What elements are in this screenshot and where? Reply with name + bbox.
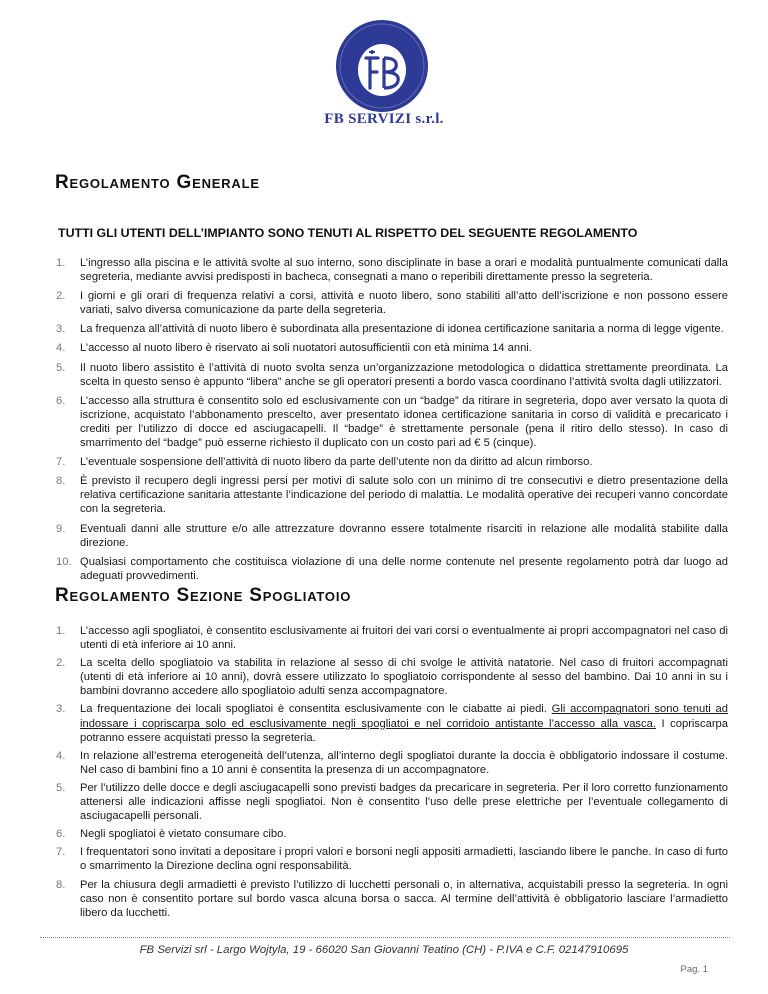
list-item-number: 5. bbox=[56, 781, 66, 794]
list-item-number: 4. bbox=[56, 342, 66, 355]
list-item bbox=[56, 256, 728, 284]
footer-address: FB Servizi srl - Largo Wojtyla, 19 - 66020 San Giovanni Teatino (CH) - P.IVA e C.F. 02147910695 bbox=[139, 944, 629, 956]
list-item-number: 1. bbox=[56, 257, 66, 269]
list-item-text: L’eventuale sospensione dell’attività di nuoto libero da parte dell’utente non da diritto ad alcun rimborso. bbox=[80, 456, 593, 469]
list-item-text: L’accesso al nuoto libero è riservato ai soli nuotatori autosufficientii con età minima 14 anni. bbox=[80, 342, 532, 355]
list-item-text: In relazione all’estrema eterogeneità dell’utenza, all’interno degli spogliatoi durante la doccia è obbligatorio indossare il costume. Nel caso di bambini fino a 10 anni è consentita la presenza di un accompagnatore. bbox=[80, 749, 728, 776]
section-title-locker-room: Regolamento Sezione Spogliatoio bbox=[55, 585, 352, 606]
list-item-text: Qualsiasi comportamento che costituisca violazione di una delle norme contenute nel presente regolamento potrà dar luogo ad adeguati provvedimenti. bbox=[80, 555, 728, 582]
list-item-number: 7. bbox=[56, 846, 66, 859]
locker-room-rules-list bbox=[56, 624, 728, 924]
list-item-text: L’ingresso alla piscina e le attività svolte al suo interno, sono disciplinate in base a orari e modalità puntualmente comunicati dalla segreteria, mediante avvisi predisposti in bacheca, consegnati a mano o reperibili direttamente presso la segreteria. bbox=[80, 257, 728, 284]
page-number: Pag. 1 bbox=[680, 964, 708, 975]
list-item-number: 3. bbox=[56, 323, 66, 336]
list-item-number: 4. bbox=[56, 749, 66, 762]
list-item-text: Per l’utilizzo delle docce e degli asciugacapelli sono previsti badges da precaricare in segreteria. Per il loro corretto funzionamento attenersi alle indicazioni affisse negli spogliatoi. Non è consentito l’uso delle prese elettriche per l’eventuale collegamento di asciugacapelli personali. bbox=[80, 781, 728, 823]
list-item-text: La frequenza all’attività di nuoto libero è subordinata alla presentazione di idonea certificazione sanitaria a norma di legge vigente. bbox=[80, 323, 724, 336]
list-item-text: I giorni e gli orari di frequenza relativi a corsi, attività e nuoto libero, sono stabiliti all’atto dell’iscrizione e non possono essere variati, salvo diversa comunicazione da parte della segreteria. bbox=[80, 290, 728, 317]
list-item-number: 7. bbox=[56, 456, 66, 469]
list-item-underlined-text: Gli accompagnatori sono tenuti ad indossare i copriscarpa solo ed esclusivamente negli spogliatoi e nel corridoio antistante l’accesso alla vasca. bbox=[80, 703, 728, 730]
list-item bbox=[56, 394, 728, 450]
list-item bbox=[56, 656, 728, 698]
list-item-number: 10. bbox=[56, 555, 72, 568]
section-title-general: Regolamento Generale bbox=[55, 172, 260, 193]
general-rules-list bbox=[56, 256, 728, 588]
list-item bbox=[56, 781, 728, 823]
list-item bbox=[56, 322, 728, 336]
list-item-text: È previsto il recupero degli ingressi persi per motivi di salute solo con un minimo di tre consecutivi e dietro presentazione della relativa certificazione sanitaria attestante l’indicazione del periodo di malattia. Le modalità operative dei recuperi vanno concordate con la segreteria. bbox=[80, 475, 728, 516]
list-item-text: La frequentazione dei locali spogliatoi è consentita esclusivamente con le ciabatte ai piedi. bbox=[80, 703, 552, 716]
list-item-text: L’accesso agli spogliatoi, è consentito esclusivamente ai fruitori dei vari corsi o eventualmente ai propri accompagnatori nel caso di utenti di età inferiore ai 10 anni. bbox=[80, 625, 728, 652]
list-item bbox=[56, 555, 728, 583]
list-item bbox=[56, 289, 728, 317]
list-item-number: 9. bbox=[56, 522, 66, 535]
footer-divider bbox=[40, 937, 730, 938]
list-item-number: 2. bbox=[56, 290, 66, 303]
list-item bbox=[56, 361, 728, 389]
list-item-text: Eventuali danni alle strutture e/o alle attrezzature dovranno essere totalmente risarciti in relazione alle modalità stabilite dalla direzione. bbox=[80, 522, 728, 549]
list-item-number: 6. bbox=[56, 828, 66, 841]
list-item-number: 6. bbox=[56, 394, 66, 407]
list-item-text: Il nuoto libero assistito è l’attività di nuoto svolta senza un’organizzazione metodologica o didattica strettamente preordinata. La scelta in questo senso è appunto “libera” anche se gli operatori presenti a bordo vasca coordinano l’attività svolta dagli utilizzatori. bbox=[80, 361, 728, 388]
section-subtitle: TUTTI GLI UTENTI DELL’IMPIANTO SONO TENUTI AL RISPETTO DEL SEGUENTE REGOLAMENTO bbox=[58, 226, 638, 240]
list-item-text: Negli spogliatoi è vietato consumare cibo. bbox=[80, 828, 287, 841]
list-item bbox=[56, 624, 728, 652]
company-name: FB SERVIZI s.r.l. bbox=[324, 111, 444, 127]
list-item-number: 3. bbox=[56, 703, 66, 716]
list-item-number: 2. bbox=[56, 657, 66, 670]
list-item-number: 1. bbox=[56, 625, 66, 637]
list-item-number: 8. bbox=[56, 878, 66, 891]
list-item-number: 5. bbox=[56, 361, 66, 374]
list-item-text: I frequentatori sono invitati a depositare i propri valori e borsoni negli appositi armadietti, lasciando libere le panche. In caso di furto o smarrimento la Direzione declina ogni responsabilità. bbox=[80, 846, 729, 873]
list-item-text: L’accesso alla struttura è consentito solo ed esclusivamente con un “badge” da ritirare in segreteria, dopo aver versato la quota di iscrizione, acquistato l’abbonamento prescelto, aver presentato idonea certificazione sanitaria in corso di validità e precaricato i crediti per l’utilizzo di docce ed asciugacapelli. Il “badge” è strettamente personale (pena il ritiro dello stesso). In caso di smarrimento del “badge” può esserne richiesto il duplicato con un costo pari ad € 5 (cinque). bbox=[80, 394, 728, 450]
list-item bbox=[56, 522, 728, 550]
list-item bbox=[56, 341, 728, 355]
list-item bbox=[56, 878, 728, 920]
list-item bbox=[56, 455, 728, 469]
list-item-text: Per la chiusura degli armadietti è previsto l’utilizzo di lucchetti personali o, in alternativa, acquistabili presso la segreteria. In ogni caso non è consentito portare sul bordo vasca alcuna borsa o sacca. Al termine dell’attività è obbligatorio lasciare l’armadietto libero da lucchetti. bbox=[80, 878, 728, 919]
list-item bbox=[56, 749, 728, 777]
list-item-text-continued: I copriscarpa potranno essere acquistati presso la segreteria. bbox=[80, 717, 728, 744]
list-item bbox=[56, 845, 728, 873]
list-item-number: 8. bbox=[56, 475, 66, 488]
list-item-text: La scelta dello spogliatoio va stabilita in relazione al sesso di chi svolge le attività natatorie. Nel caso di fruitori accompagnati (utenti di età inferiore ai 10 anni), dovrà essere utilizzato lo spogliatoio corrispondente al sesso del bambino. Dai 10 anni in su i bambini dovranno accedere allo spogliatoio adulti senza accompagnatore. bbox=[80, 657, 728, 698]
list-item bbox=[56, 827, 728, 841]
list-item bbox=[56, 702, 728, 744]
list-item bbox=[56, 474, 728, 516]
